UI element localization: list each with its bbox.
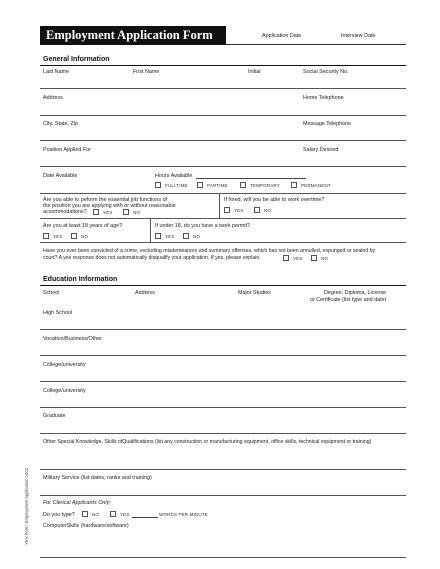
essential-yes-checkbox[interactable] [93, 209, 99, 215]
crime-no-checkbox[interactable] [311, 255, 317, 261]
home-telephone-label: Home Telephone [303, 95, 344, 101]
essential-functions-q1: Are you able to peform the essential job functions of [43, 197, 168, 203]
temporary-checkbox[interactable] [240, 182, 246, 188]
type-no-label: NO [92, 512, 100, 517]
message-telephone-label: Message Telephone [303, 121, 352, 127]
clerical-heading: For Clerical Applicants Only: [43, 500, 111, 506]
essential-functions-q2: the position you are applying with or without reasonable [43, 203, 176, 209]
education-heading-rule [40, 285, 406, 286]
wpm-label: WORDS PER MINUTE [159, 512, 208, 517]
age-no-checkbox[interactable] [71, 233, 77, 239]
column-divider [150, 218, 151, 242]
city-state-zip-label: City, State, Zip [43, 121, 78, 127]
column-divider [219, 193, 220, 218]
overtime-no-label: NO [264, 208, 272, 213]
side-form-text: YEH Form: Employment Application 1002 [24, 467, 29, 545]
partime-checkbox[interactable] [197, 182, 203, 188]
essential-yes-label: YES [103, 210, 113, 215]
temporary-label: TEMPORARY [250, 183, 280, 188]
essential-no-checkbox[interactable] [123, 209, 129, 215]
essential-functions-q3: accommodations? [43, 209, 87, 215]
row-rule [40, 140, 406, 141]
hours-available-label: Hours Available [155, 173, 193, 179]
permit-yes-checkbox[interactable] [155, 233, 161, 239]
row-rule [40, 355, 406, 356]
date-available-label: Date Available [43, 173, 78, 179]
type-yes-label: YES [120, 512, 130, 517]
military-service-label: Military Service (list dates, ranks and training) [43, 475, 152, 481]
permanent-label: PERMANENT [301, 183, 331, 188]
permit-no-checkbox[interactable] [183, 233, 189, 239]
interview-date-label: Interview Date [341, 33, 376, 39]
overtime-yes-label: YES [234, 208, 244, 213]
age-yes-checkbox[interactable] [43, 233, 49, 239]
crime-yes-checkbox[interactable] [283, 255, 289, 261]
type-yes-checkbox[interactable] [110, 511, 116, 517]
row-rule [40, 433, 406, 434]
last-name-label: Last Name [43, 69, 70, 75]
position-applied-label: Position Applied For [43, 147, 91, 153]
form-title-banner [40, 26, 226, 45]
computer-skills-label: ComputerSkills (hardware/software) [43, 523, 129, 529]
permanent-checkbox[interactable] [291, 182, 297, 188]
partime-label: PARTIME [207, 183, 228, 188]
graduate-label: Graduate [43, 413, 66, 419]
overtime-no-checkbox[interactable] [254, 207, 260, 213]
school-label: School [43, 290, 60, 296]
major-studies-label: Major Studies [238, 290, 271, 296]
row-rule [40, 218, 406, 219]
row-rule [40, 88, 406, 89]
header-rule [226, 44, 406, 45]
type-question: Do you type? [43, 512, 75, 518]
crime-no-label: NO [321, 256, 329, 261]
crime-question-line1: Have you ever been convicted of a crime, excluding misdemeanors and summary offenses, which has not been annulled, expunged or sealed by [43, 248, 376, 254]
degree-label-line2: or Certificate (list type and date) [310, 297, 387, 303]
college-label-1: College/university [43, 362, 86, 368]
high-school-label: High School [43, 310, 73, 316]
age-no-label: NO [81, 234, 89, 239]
education-info-heading: Education Information [43, 276, 118, 283]
fulltime-label: FULLTIME [165, 183, 188, 188]
college-label-2: College/university [43, 388, 86, 394]
permit-yes-label: YES [165, 234, 175, 239]
overtime-yes-checkbox[interactable] [224, 207, 230, 213]
form-title: Employment Application Form [46, 28, 213, 42]
vocation-label: Vocation/Business/Other [43, 336, 103, 342]
type-no-checkbox[interactable] [82, 511, 88, 517]
wpm-line [132, 517, 158, 518]
row-rule [40, 329, 406, 330]
age-question: Are you at least 18 years of age? [43, 223, 123, 229]
hours-available-line [196, 178, 306, 179]
crime-question-line2: court? A yes response does not automatically disqualify your application. If yes, please explain. [43, 255, 261, 261]
degree-label-line1: Degree, Diploma, License [324, 290, 387, 296]
address-label: Address [43, 95, 63, 101]
school-address-label: Address [135, 290, 155, 296]
first-name-label: First Name [133, 69, 160, 75]
side-form-id [24, 465, 36, 545]
essential-no-label: NO [133, 210, 141, 215]
ssn-label: Social Security No. [303, 69, 349, 75]
initial-label: Initial [248, 69, 261, 75]
row-rule [40, 469, 406, 470]
special-skills-label: Other Special Knowledge, Skills ofQualifications (list any construction or manufacturing equipment, office skills, technical equipment or training) [43, 439, 372, 445]
row-rule [40, 115, 406, 116]
permit-question: If under 18, do you have a work permit? [155, 223, 250, 229]
row-rule [40, 242, 406, 243]
overtime-question: If hired, will you be able to work overtime? [224, 197, 325, 203]
row-rule [40, 381, 406, 382]
permit-no-label: NO [193, 234, 201, 239]
row-rule [40, 557, 406, 558]
row-rule [40, 407, 406, 408]
crime-yes-label: YES [293, 256, 303, 261]
row-rule [40, 495, 406, 496]
age-yes-label: YES [53, 234, 63, 239]
application-date-label: Application Date [262, 33, 302, 39]
general-info-heading: General Information [43, 56, 110, 63]
salary-desired-label: Salary Desired [303, 147, 339, 153]
row-rule [40, 166, 406, 167]
row-rule [40, 193, 406, 194]
general-heading-rule [40, 65, 406, 66]
fulltime-checkbox[interactable] [155, 182, 161, 188]
